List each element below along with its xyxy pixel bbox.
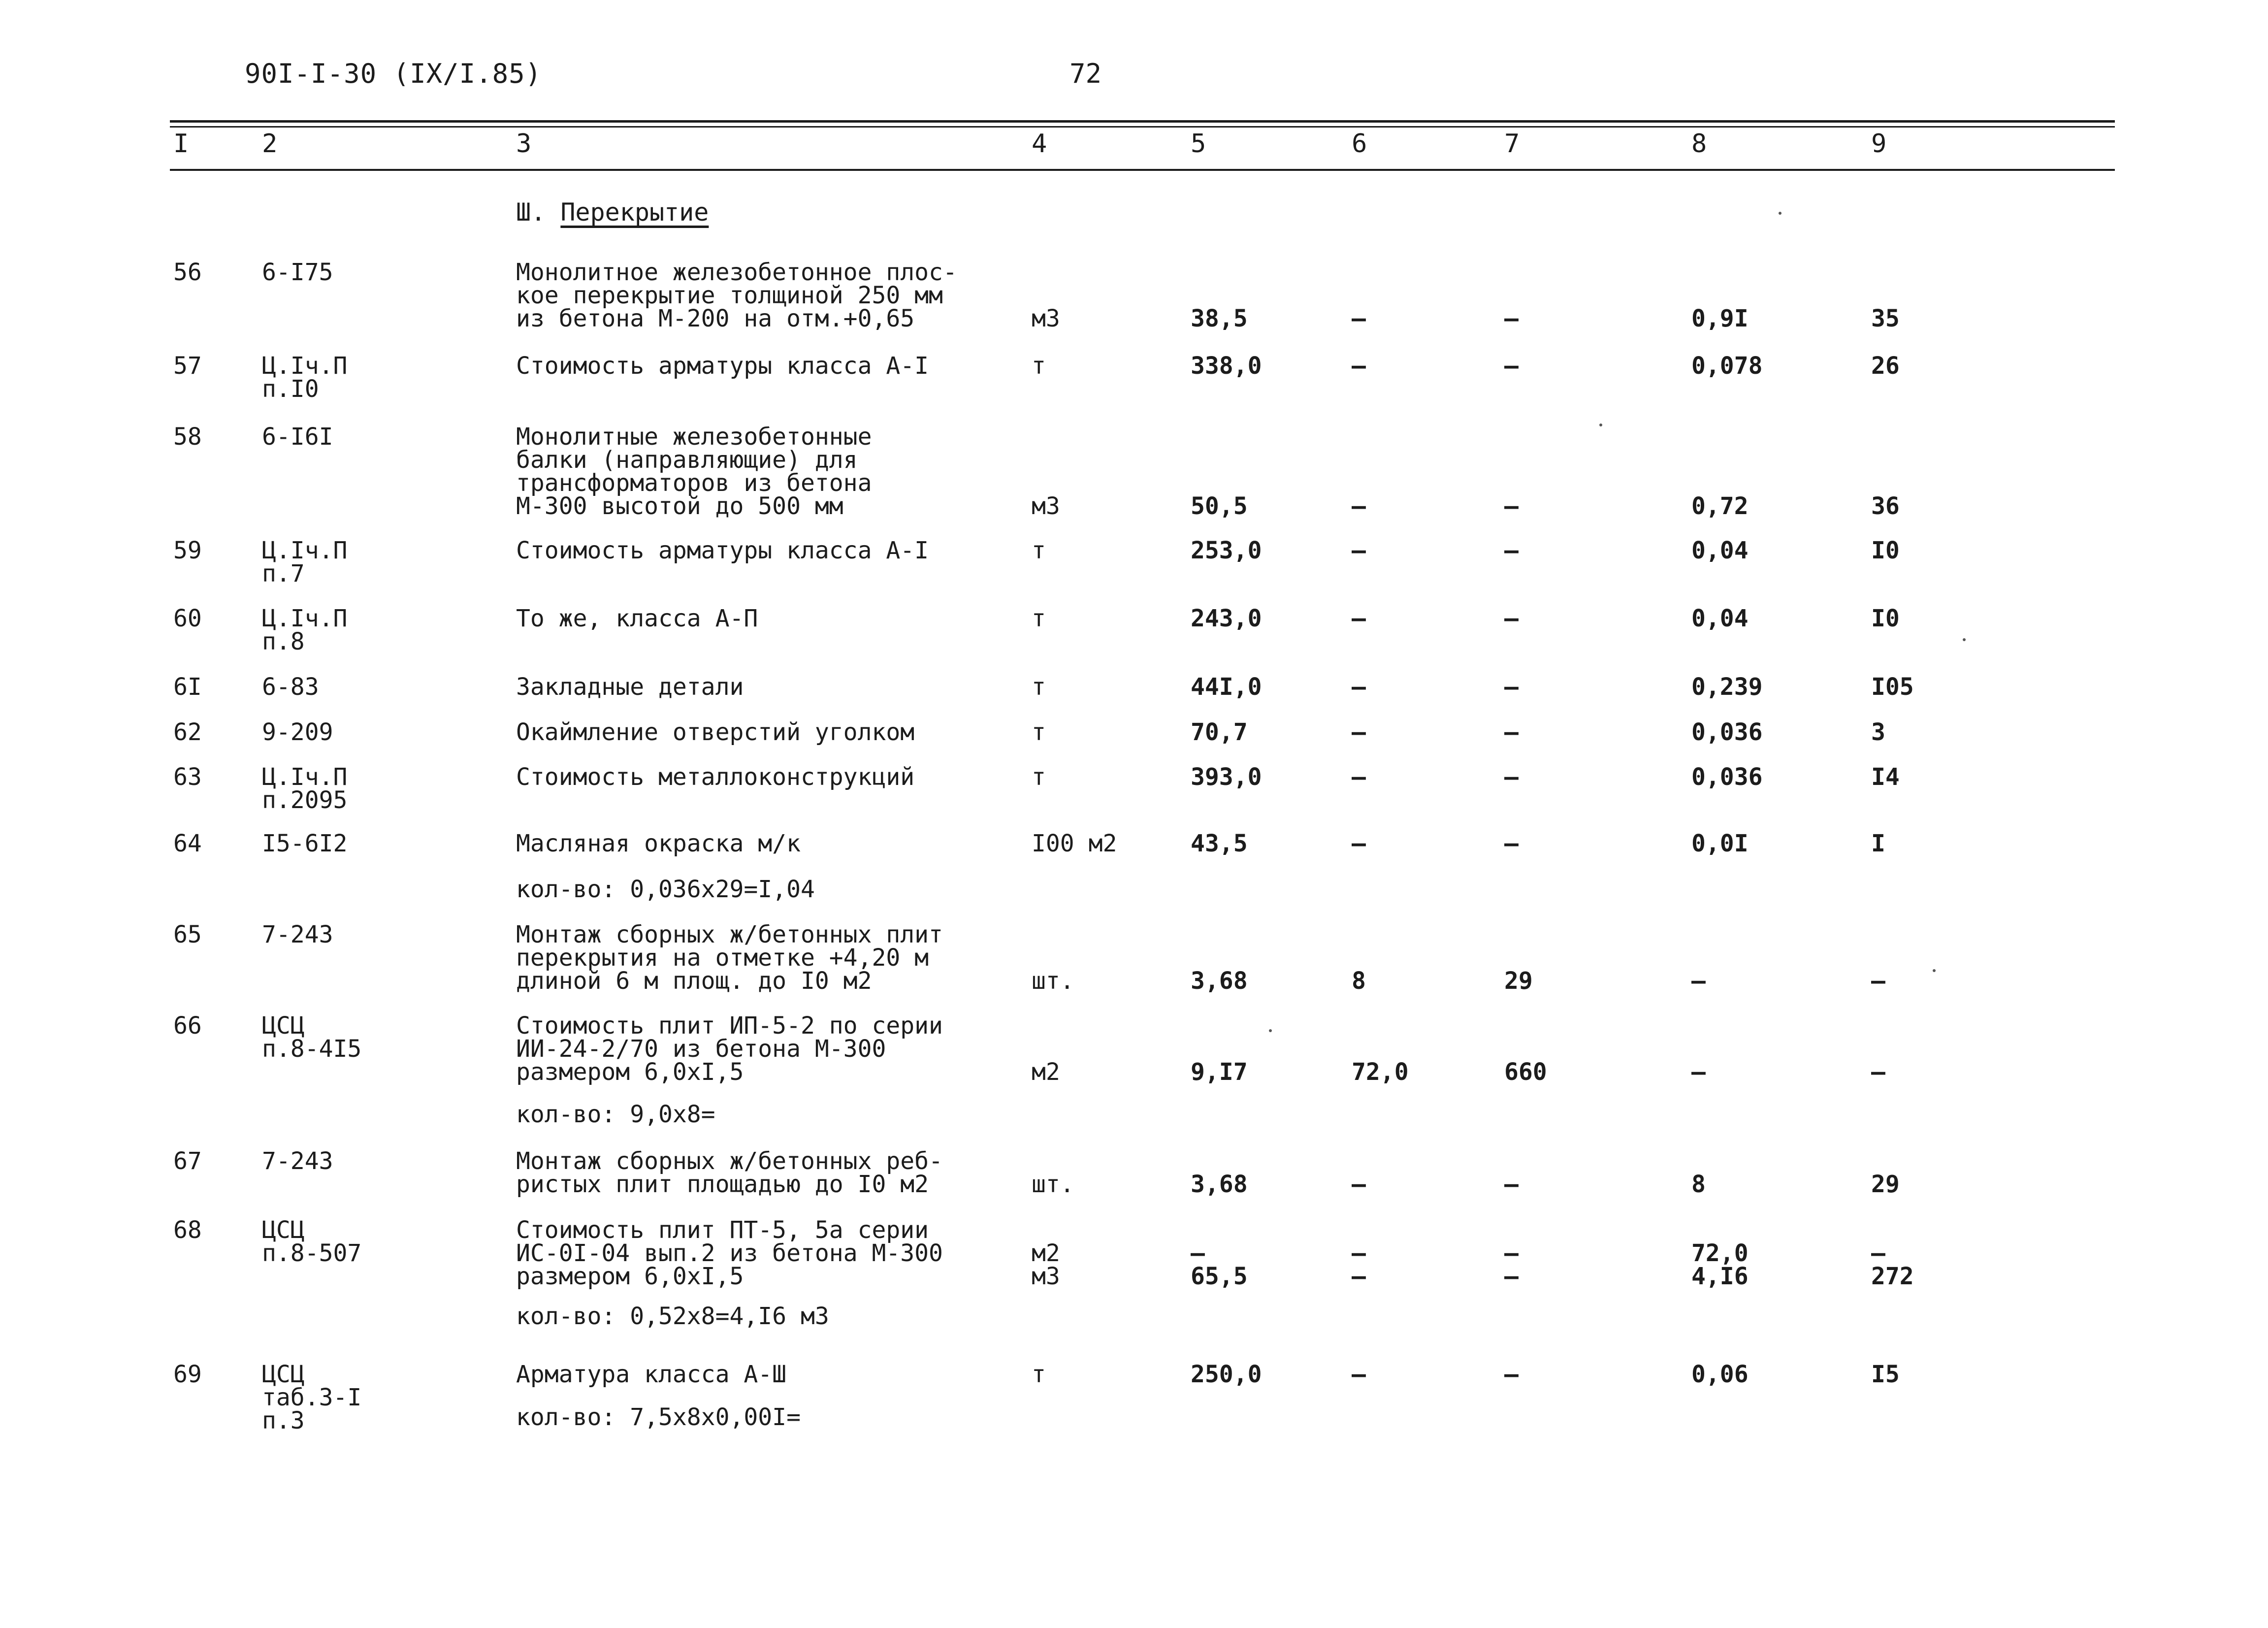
labor-total-value: I4 <box>1871 763 1900 791</box>
total-cost-value: – <box>1504 830 1519 857</box>
total-cost-value: – <box>1504 673 1519 701</box>
unit-cost-value: – <box>1352 1171 1366 1198</box>
quantity-note: кол-во: 0,036х29=I,04 <box>516 876 815 903</box>
labor-per-unit-value: 4,I6 <box>1691 1263 1749 1290</box>
work-description: Стоимость плит ИП-5-2 по серии <box>516 1012 943 1040</box>
work-description: То же, класса А-П <box>516 605 758 632</box>
total-cost-value: – <box>1504 1171 1519 1198</box>
total-cost-value: – <box>1504 763 1519 791</box>
work-description: Стоимость арматуры класса А-I <box>516 352 929 380</box>
column-header-5: 5 <box>1191 129 1206 159</box>
unit-cost-value: – <box>1352 352 1366 380</box>
labor-per-unit-value: 0,036 <box>1691 763 1763 791</box>
labor-per-unit-value: 0,078 <box>1691 352 1763 380</box>
column-header-6: 6 <box>1352 129 1367 159</box>
total-cost-value: 29 <box>1504 967 1533 995</box>
rate-code: таб.3-I <box>262 1384 362 1411</box>
labor-total-value: – <box>1871 1239 1885 1267</box>
work-description: ИИ-24-2/70 из бетона М-300 <box>516 1035 886 1063</box>
quantity-value: 3,68 <box>1191 967 1248 995</box>
unit-cost-value: – <box>1352 305 1366 332</box>
work-description: Окаймление отверстий уголком <box>516 718 915 746</box>
section-title <box>516 198 709 227</box>
unit-cost-value: – <box>1352 537 1366 564</box>
total-cost-value: 660 <box>1504 1058 1547 1086</box>
rate-code: 6-83 <box>262 673 319 701</box>
labor-per-unit-value: 0,04 <box>1691 537 1749 564</box>
total-cost-value: – <box>1504 718 1519 746</box>
scan-speck <box>1779 212 1782 215</box>
work-description: кое перекрытие толщиной 250 мм <box>516 282 943 309</box>
work-description: трансформаторов из бетона <box>516 469 872 497</box>
column-header-7: 7 <box>1504 129 1520 159</box>
rate-code: 6-I6I <box>262 423 333 451</box>
total-cost-value: – <box>1504 1239 1519 1267</box>
labor-total-value: 29 <box>1871 1171 1900 1198</box>
labor-per-unit-value: 0,72 <box>1691 492 1749 520</box>
work-description: М-300 высотой до 500 мм <box>516 492 843 520</box>
total-cost-value: – <box>1504 537 1519 564</box>
labor-per-unit-value: 8 <box>1691 1171 1706 1198</box>
row-number: 64 <box>173 830 202 857</box>
labor-per-unit-value: – <box>1691 1058 1706 1086</box>
row-number: 58 <box>173 423 202 451</box>
labor-per-unit-value: 0,06 <box>1691 1361 1749 1388</box>
rate-code: ЦСЦ <box>262 1361 305 1388</box>
quantity-note: кол-во: 0,52х8=4,I6 м3 <box>516 1302 829 1330</box>
unit-cost-value: – <box>1352 763 1366 791</box>
work-description: Монтаж сборных ж/бетонных реб- <box>516 1147 943 1175</box>
scan-speck <box>1269 1029 1272 1032</box>
labor-total-value: – <box>1871 967 1885 995</box>
quantity-value: 243,0 <box>1191 605 1262 632</box>
quantity-value: – <box>1191 1239 1205 1267</box>
total-cost-value: – <box>1504 305 1519 332</box>
header-rule-bottom <box>170 169 2115 171</box>
total-cost-value: – <box>1504 605 1519 632</box>
row-number: 59 <box>173 537 202 564</box>
rate-code: Ц.Iч.П <box>262 763 348 791</box>
labor-total-value: I5 <box>1871 1361 1900 1388</box>
page-number: 72 <box>1069 58 1102 89</box>
work-description: Монолитное железобетонное плос- <box>516 259 957 286</box>
rate-code: 7-243 <box>262 1147 333 1175</box>
labor-total-value: 35 <box>1871 305 1900 332</box>
labor-per-unit-value: 72,0 <box>1691 1239 1749 1267</box>
quantity-value: 65,5 <box>1191 1263 1248 1290</box>
rate-code: п.3 <box>262 1407 305 1434</box>
labor-per-unit-value: 0,04 <box>1691 605 1749 632</box>
unit-of-measure: т <box>1032 605 1046 632</box>
unit-cost-value: – <box>1352 1263 1366 1290</box>
rate-code: 6-I75 <box>262 259 333 286</box>
quantity-value: 338,0 <box>1191 352 1262 380</box>
work-description: размером 6,0хI,5 <box>516 1263 744 1290</box>
rate-code: п.2095 <box>262 786 348 814</box>
quantity-value: 44I,0 <box>1191 673 1262 701</box>
rate-code: Ц.Iч.П <box>262 537 348 564</box>
work-description: Закладные детали <box>516 673 744 701</box>
work-description: Арматура класса А-Ш <box>516 1361 787 1388</box>
row-number: 66 <box>173 1012 202 1040</box>
rate-code: Ц.Iч.П <box>262 605 348 632</box>
unit-cost-value: 8 <box>1352 967 1366 995</box>
quantity-value: 393,0 <box>1191 763 1262 791</box>
work-description: Стоимость арматуры класса А-I <box>516 537 929 564</box>
labor-total-value: 272 <box>1871 1263 1914 1290</box>
unit-of-measure: т <box>1032 763 1046 791</box>
work-description: перекрытия на отметке +4,20 м <box>516 944 929 972</box>
total-cost-value: – <box>1504 492 1519 520</box>
labor-per-unit-value: 0,0I <box>1691 830 1749 857</box>
unit-of-measure: шт. <box>1032 1171 1074 1198</box>
unit-of-measure: т <box>1032 673 1046 701</box>
labor-per-unit-value: – <box>1691 967 1706 995</box>
unit-of-measure: м3 <box>1032 1263 1060 1290</box>
rate-code: п.8 <box>262 628 305 655</box>
work-description: балки (направляющие) для <box>516 446 858 474</box>
scan-speck <box>1963 638 1966 641</box>
header-rule-top-double <box>170 126 2115 128</box>
header-rule-top <box>170 120 2115 123</box>
rate-code: ЦСЦ <box>262 1216 305 1244</box>
unit-cost-value: – <box>1352 718 1366 746</box>
labor-total-value: I05 <box>1871 673 1914 701</box>
labor-total-value: 3 <box>1871 718 1885 746</box>
labor-total-value: I0 <box>1871 605 1900 632</box>
document-code: 90I-I-30 (IX/I.85) <box>245 58 542 89</box>
quantity-value: 250,0 <box>1191 1361 1262 1388</box>
labor-total-value: 26 <box>1871 352 1900 380</box>
scan-speck <box>1599 423 1602 426</box>
column-header-4: 4 <box>1032 129 1047 159</box>
work-description: Стоимость металлоконструкций <box>516 763 915 791</box>
labor-per-unit-value: 0,036 <box>1691 718 1763 746</box>
rate-code: 9-209 <box>262 718 333 746</box>
row-number: 56 <box>173 259 202 286</box>
quantity-value: 50,5 <box>1191 492 1248 520</box>
quantity-value: 43,5 <box>1191 830 1248 857</box>
unit-of-measure: шт. <box>1032 967 1074 995</box>
row-number: 67 <box>173 1147 202 1175</box>
unit-cost-value: – <box>1352 1361 1366 1388</box>
labor-total-value: – <box>1871 1058 1885 1086</box>
row-number: 68 <box>173 1216 202 1244</box>
work-description: размером 6,0хI,5 <box>516 1058 744 1086</box>
unit-of-measure: т <box>1032 537 1046 564</box>
row-number: 6I <box>173 673 202 701</box>
total-cost-value: – <box>1504 1361 1519 1388</box>
labor-total-value: I <box>1871 830 1885 857</box>
work-description: Монолитные железобетонные <box>516 423 872 451</box>
rate-code: п.8-4I5 <box>262 1035 362 1063</box>
quantity-value: 70,7 <box>1191 718 1248 746</box>
section-name: Перекрытие <box>560 198 709 227</box>
row-number: 60 <box>173 605 202 632</box>
column-header-3: 3 <box>516 129 532 159</box>
rate-code: п.8-507 <box>262 1239 362 1267</box>
unit-of-measure: м2 <box>1032 1239 1060 1267</box>
work-description: ристых плит площадью до I0 м2 <box>516 1171 929 1198</box>
row-number: 63 <box>173 763 202 791</box>
total-cost-value: – <box>1504 352 1519 380</box>
rate-code: Ц.Iч.П <box>262 352 348 380</box>
rate-code: п.I0 <box>262 375 319 403</box>
row-number: 65 <box>173 921 202 948</box>
column-header-8: 8 <box>1691 129 1707 159</box>
unit-cost-value: – <box>1352 492 1366 520</box>
rate-code: п.7 <box>262 560 305 587</box>
labor-total-value: 36 <box>1871 492 1900 520</box>
unit-of-measure: т <box>1032 352 1046 380</box>
unit-cost-value: 72,0 <box>1352 1058 1409 1086</box>
unit-of-measure: т <box>1032 1361 1046 1388</box>
quantity-value: 253,0 <box>1191 537 1262 564</box>
work-description: ИС-0I-04 вып.2 из бетона М-300 <box>516 1239 943 1267</box>
unit-of-measure: м2 <box>1032 1058 1060 1086</box>
quantity-value: 3,68 <box>1191 1171 1248 1198</box>
unit-of-measure: т <box>1032 718 1046 746</box>
unit-of-measure: м3 <box>1032 492 1060 520</box>
quantity-note: кол-во: 7,5х8х0,00I= <box>516 1403 801 1431</box>
unit-cost-value: – <box>1352 830 1366 857</box>
unit-cost-value: – <box>1352 605 1366 632</box>
row-number: 69 <box>173 1361 202 1388</box>
unit-of-measure: I00 м2 <box>1032 830 1117 857</box>
total-cost-value: – <box>1504 1263 1519 1290</box>
work-description: Масляная окраска м/к <box>516 830 801 857</box>
rate-code: ЦСЦ <box>262 1012 305 1040</box>
rate-code: 7-243 <box>262 921 333 948</box>
scan-speck <box>1933 969 1936 972</box>
quantity-note: кол-во: 9,0х8= <box>516 1101 715 1128</box>
unit-cost-value: – <box>1352 673 1366 701</box>
column-header-1: I <box>173 129 189 159</box>
rate-code: I5-6I2 <box>262 830 348 857</box>
quantity-value: 9,I7 <box>1191 1058 1248 1086</box>
column-header-2: 2 <box>262 129 278 159</box>
section-prefix: Ш. <box>516 198 546 227</box>
column-header-9: 9 <box>1871 129 1887 159</box>
work-description: длиной 6 м площ. до I0 м2 <box>516 967 872 995</box>
labor-total-value: I0 <box>1871 537 1900 564</box>
quantity-value: 38,5 <box>1191 305 1248 332</box>
labor-per-unit-value: 0,239 <box>1691 673 1763 701</box>
row-number: 57 <box>173 352 202 380</box>
work-description: из бетона М-200 на отм.+0,65 <box>516 305 915 332</box>
row-number: 62 <box>173 718 202 746</box>
unit-of-measure: м3 <box>1032 305 1060 332</box>
work-description: Монтаж сборных ж/бетонных плит <box>516 921 943 948</box>
work-description: Стоимость плит ПТ-5, 5а серии <box>516 1216 929 1244</box>
labor-per-unit-value: 0,9I <box>1691 305 1749 332</box>
unit-cost-value: – <box>1352 1239 1366 1267</box>
